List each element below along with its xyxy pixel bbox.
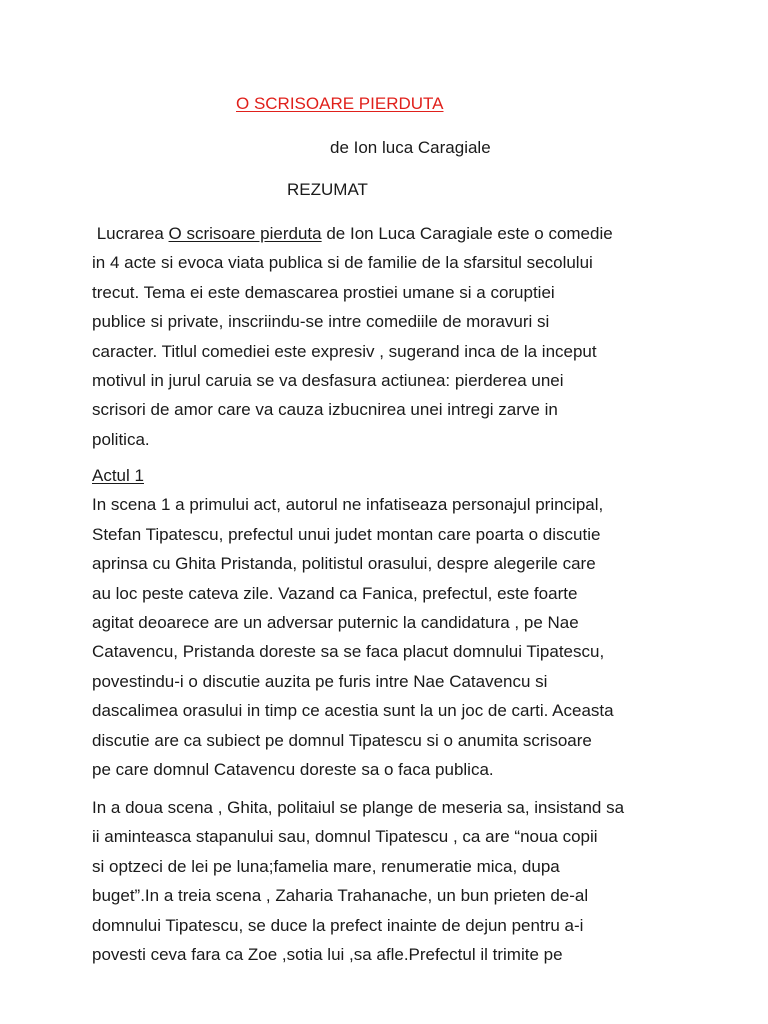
work-title: O scrisoare pierduta	[168, 224, 322, 243]
scene2-line: si optzeci de lei pe luna;famelia mare, renumeratie mica, dupa	[92, 856, 560, 876]
scene2-line: domnului Tipatescu, se duce la prefect inainte de dejun pentru a-i	[92, 915, 584, 935]
scene2-line: ii aminteasca stapanului sau, domnul Tipatescu , ca are “noua copii	[92, 827, 598, 847]
act1-line: agitat deoarece are un adversar puternic la candidatura , pe Nae	[92, 612, 579, 632]
act1-line: discutie are ca subiect pe domnul Tipatescu si o anumita scrisoare	[92, 730, 592, 750]
intro-line: scrisori de amor care va cauza izbucnirea unei intregi zarve in	[92, 400, 558, 420]
act1-line: Catavencu, Pristanda doreste sa se faca placut domnului Tipatescu,	[92, 642, 605, 662]
intro-lead: Lucrarea	[92, 224, 169, 243]
act1-line: dascalimea orasului in timp ce acestia sunt la un joc de carti. Aceasta	[92, 701, 614, 721]
scene2-line: povesti ceva fara ca Zoe ,sotia lui ,sa afle.Prefectul il trimite pe	[92, 944, 563, 964]
author-line: de Ion luca Caragiale	[330, 138, 491, 157]
scene2-paragraph	[92, 793, 732, 969]
scene2-line: buget”.In a treia scena , Zaharia Trahanache, un bun prieten de-al	[92, 886, 589, 906]
intro-line: publice si private, inscriindu-se intre comediile de moravuri si	[92, 312, 550, 332]
act1-line: In scena 1 a primului act, autorul ne infatiseaza personajul principal,	[92, 495, 604, 515]
intro-line	[92, 219, 732, 248]
section-heading: REZUMAT	[287, 180, 368, 199]
act1-heading: Actul 1	[92, 466, 144, 485]
intro-line: caracter. Titlul comediei este expresiv , sugerand inca de la inceput	[92, 341, 597, 361]
scene2-line: In a doua scena , Ghita, politaiul se plange de meseria sa, insistand sa	[92, 798, 625, 817]
act1-line: aprinsa cu Ghita Pristanda, politistul orasului, despre alegerile care	[92, 554, 596, 574]
act1-line: au loc peste cateva zile. Vazand ca Fanica, prefectul, este foarte	[92, 583, 578, 603]
intro-paragraph	[92, 219, 732, 454]
act1-line: povestindu-i o discutie auzita pe furis intre Nae Catavencu si	[92, 671, 548, 691]
intro-line: motivul in jurul caruia se va desfasura actiunea: pierderea unei	[92, 370, 564, 390]
intro-line: in 4 acte si evoca viata publica si de familie de la sfarsitul secolului	[92, 253, 593, 273]
intro-line: trecut. Tema ei este demascarea prostiei umane si a coruptiei	[92, 282, 555, 302]
act1-paragraph	[92, 461, 732, 784]
act1-line: Stefan Tipatescu, prefectul unui judet montan care poarta o discutie	[92, 524, 601, 544]
document-title: O SCRISOARE PIERDUTA	[236, 94, 444, 113]
act1-line: pe care domnul Catavencu doreste sa o faca publica.	[92, 759, 494, 779]
intro-first-line-rest: de Ion Luca Caragiale este o comedie	[321, 224, 613, 243]
intro-line: politica.	[92, 429, 150, 449]
